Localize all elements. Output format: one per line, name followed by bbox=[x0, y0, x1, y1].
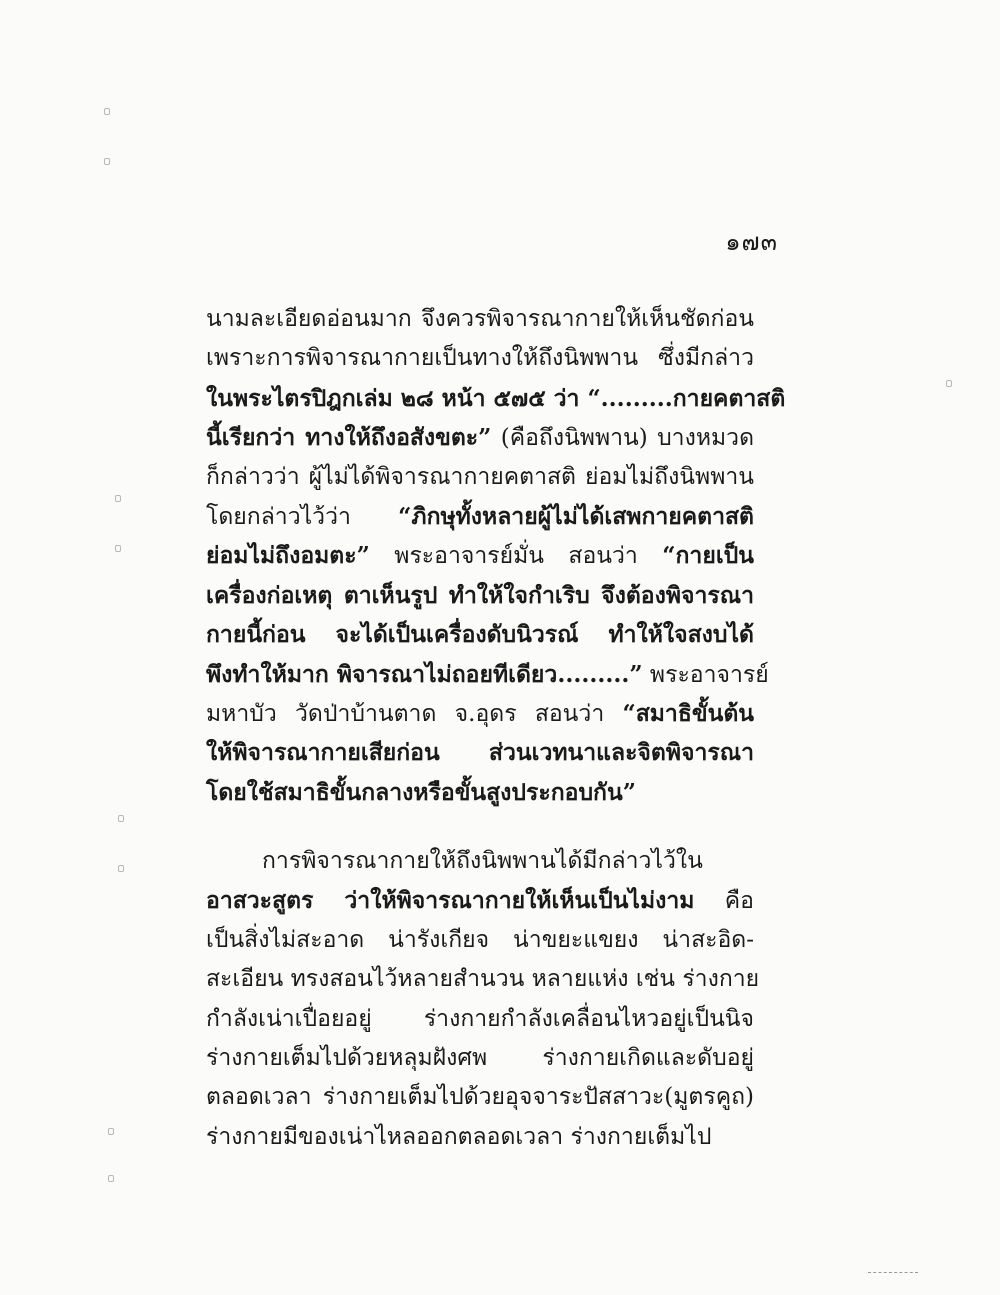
text-line bbox=[206, 773, 754, 812]
paragraph-2 bbox=[206, 842, 760, 1157]
scan-speck bbox=[108, 1175, 114, 1182]
scan-speck bbox=[104, 108, 110, 115]
text-line bbox=[206, 921, 754, 960]
scan-speck bbox=[946, 380, 952, 387]
bold-text-run: “ภิกษุทั้งหลายผู้ไม่ได้เสพกายคตาสติ bbox=[398, 502, 754, 530]
page-number: ๑๗๓ bbox=[725, 228, 778, 256]
text-line bbox=[206, 576, 754, 615]
text-run: ก็กล่าวว่า ผู้ไม่ได้พิจารณากายคตาสติ ย่อมไม่ถึงนิพพาน bbox=[206, 463, 754, 490]
scan-speck bbox=[115, 545, 121, 552]
text-run: ร่างกายมีของเน่าไหลออกตลอดเวลา ร่างกายเต็มไป bbox=[206, 1123, 712, 1150]
text-line bbox=[206, 1118, 754, 1157]
text-run: คือ bbox=[694, 888, 754, 915]
scan-speck bbox=[115, 495, 121, 502]
text-run: พระอาจารย์มั่น สอนว่า bbox=[369, 543, 663, 570]
text-run: (คือถึงนิพพาน) บางหมวด bbox=[491, 425, 755, 452]
text-run: ตลอดเวลา ร่างกายเต็มไปด้วยอุจจาระปัสสาวะ(มูตรคูถ) bbox=[206, 1084, 754, 1111]
text-run: นามละเอียดอ่อนมาก จึงควรพิจารณากายให้เห็นชัดก่อน bbox=[206, 306, 754, 332]
scan-speck bbox=[118, 865, 124, 872]
text-line bbox=[206, 881, 754, 920]
text-run: การพิจารณากายให้ถึงนิพพานได้มีกล่าวไว้ใน bbox=[262, 848, 703, 875]
text-line bbox=[206, 733, 754, 772]
bold-text-run: เครื่องก่อเหตุ ตาเห็นรูป ทำให้ใจกำเริบ จึงต้องพิจารณา bbox=[206, 581, 754, 609]
text-line bbox=[206, 694, 754, 733]
paragraph-1 bbox=[206, 300, 786, 812]
scan-speck bbox=[108, 1128, 114, 1135]
text-line bbox=[206, 536, 754, 575]
bold-text-run: “กายเป็น bbox=[662, 542, 754, 570]
text-line bbox=[206, 1000, 754, 1039]
scan-speck bbox=[118, 815, 124, 822]
bold-text-run: ในพระไตรปิฎกเล่ม ๒๘ หน้า ๕๗๕ ว่า “.........กายคตาสติ bbox=[206, 384, 786, 412]
text-line bbox=[206, 300, 754, 339]
text-line bbox=[206, 960, 760, 999]
text-line bbox=[206, 339, 754, 378]
bold-text-run: ให้พิจารณากายเสียก่อน ส่วนเวทนาและจิตพิจารณา bbox=[206, 739, 754, 767]
text-run: เพราะการพิจารณากายเป็นทางให้ถึงนิพพาน ซึ่งมีกล่าว bbox=[206, 345, 754, 372]
text-run: สะเอียน ทรงสอนไว้หลายสำนวน หลายแห่ง เช่น ร่างกาย bbox=[206, 966, 760, 993]
text-run: มหาบัว วัดป่าบ้านตาด จ.อุดร สอนว่า bbox=[206, 700, 623, 727]
scan-speck bbox=[104, 158, 110, 165]
text-run: โดยกล่าวไว้ว่า bbox=[206, 503, 399, 530]
scan-smudge bbox=[868, 1272, 918, 1275]
bold-text-run: ย่อมไม่ถึงอมตะ” bbox=[206, 542, 370, 570]
text-run: พระอาจารย์ bbox=[642, 661, 769, 688]
body-text bbox=[206, 300, 786, 1157]
text-run: กำลังเน่าเปื่อยอยู่ ร่างกายกำลังเคลื่อนไหวอยู่เป็นนิจ bbox=[206, 1005, 754, 1032]
text-line bbox=[206, 497, 754, 536]
bold-text-run: พึงทำให้มาก พิจารณาไม่ถอยทีเดียว.........” bbox=[206, 660, 643, 688]
bold-text-run: กายนี้ก่อน จะได้เป็นเครื่องดับนิวรณ์ ทำให้ใจสงบได้ bbox=[206, 621, 754, 649]
text-line bbox=[206, 379, 786, 418]
text-line bbox=[206, 655, 769, 694]
text-line bbox=[206, 1078, 754, 1117]
text-run: เป็นสิ่งไม่สะอาด น่ารังเกียจ น่าขยะแขยง น่าสะอิด- bbox=[206, 926, 754, 953]
text-line bbox=[206, 418, 754, 457]
text-line bbox=[206, 615, 754, 654]
bold-text-run: นี้เรียกว่า ทางให้ถึงอสังขตะ” bbox=[206, 424, 492, 452]
text-line bbox=[206, 458, 754, 497]
bold-text-run: “สมาธิขั้นต้น bbox=[622, 699, 754, 727]
text-line bbox=[206, 842, 754, 881]
bold-text-run: โดยใช้สมาธิขั้นกลางหรือขั้นสูงประกอบกัน” bbox=[206, 778, 636, 806]
bold-text-run: อาสวะสูตร ว่าให้พิจารณากายให้เห็นเป็นไม่งาม bbox=[206, 887, 695, 915]
text-line bbox=[206, 1039, 754, 1078]
text-run: ร่างกายเต็มไปด้วยหลุมฝังศพ ร่างกายเกิดและดับอยู่ bbox=[206, 1045, 754, 1072]
